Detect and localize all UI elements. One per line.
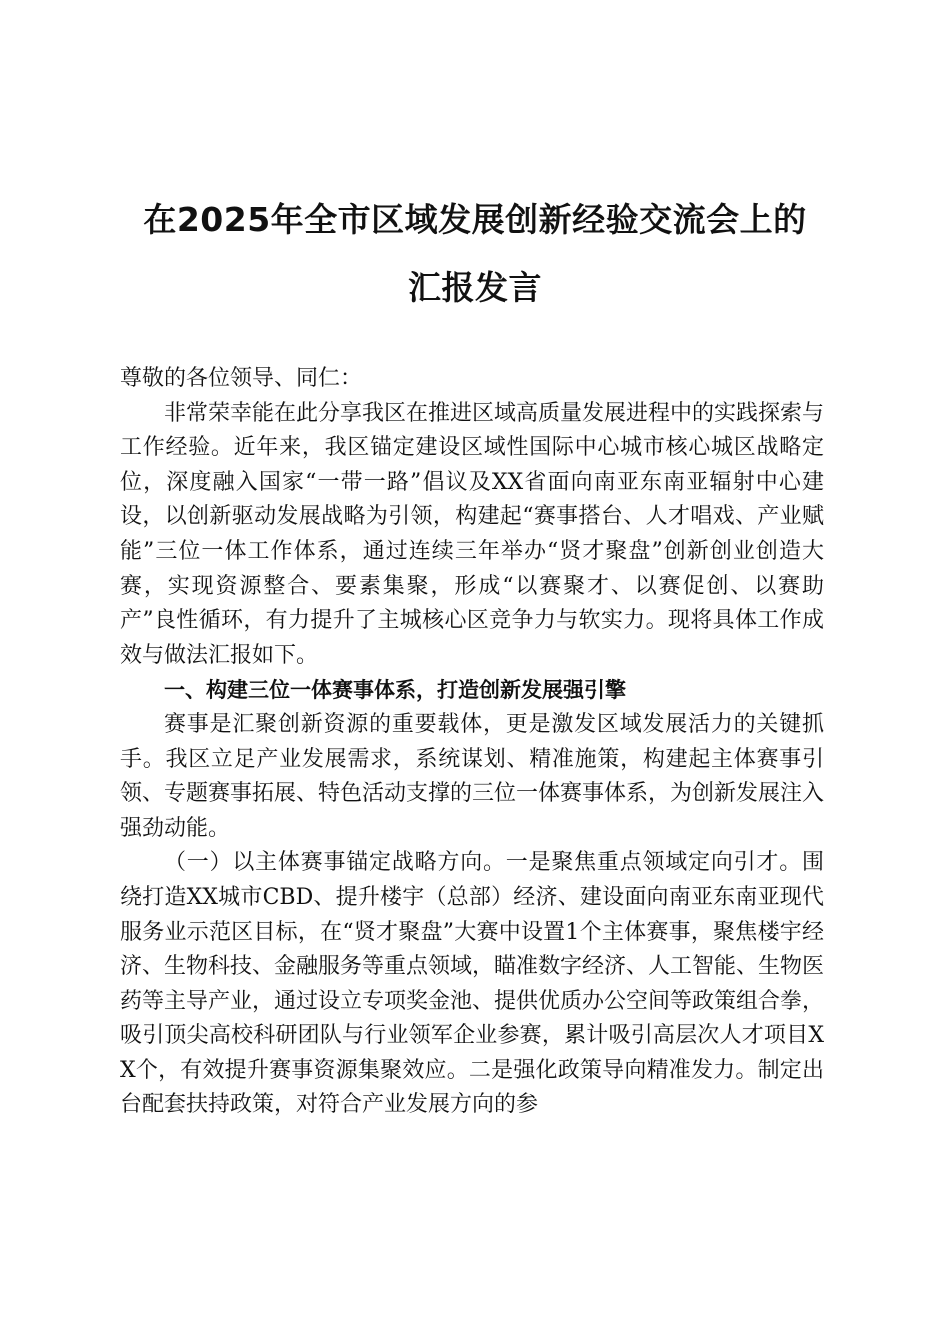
subsection-1-text: 一是聚焦重点领域定向引才。围绕打造XX城市CBD、提升楼宇（总部）经济、建设面向南亚东南亚现代服务业示范区目标，在“贤才聚盘”大赛中设置1个主体赛事，聚焦楼宇经济、生物科技、金融服务等重点领域，瞄准数字经济、人工智能、生物医药等主导产业，通过设立专项奖金池、提供优质办公空间等政策组合拳，吸引顶尖高校科研团队与行业领军企业参赛，累计吸引高层次人才项目XX个，有效提升赛事资源集聚效应。二是强化政策导向精准发力。制定出台配套扶持政策，对符合产业发展方向的参 (120, 850, 825, 1118)
document-title-line-1: 在2025年全市区域发展创新经验交流会上的 (143, 200, 807, 239)
document-title-line-2: 汇报发言 (408, 268, 542, 307)
paragraph-intro: 非常荣幸能在此分享我区在推进区域高质量发展进程中的实践探索与工作经验。近年来，我区锚定建设区域性国际中心城市核心城区战略定位，深度融入国家“一带一路”倡议及XX省面向南亚东南亚辐射中心建设，以创新驱动发展战略为引领，构建起“赛事搭台、人才唱戏、产业赋能”三位一体工作体系，通过连续三年举办“贤才聚盘”创新创业创造大赛，实现资源整合、要素集聚，形成“以赛聚才、以赛促创、以赛助产”良性循环，有力提升了主城核心区竞争力与软实力。现将具体工作成效与做法汇报如下。 (120, 400, 825, 668)
paragraph-subsection-1 (120, 846, 824, 1123)
section-heading-1: 一、构建三位一体赛事体系，打造创新发展强引擎 (164, 678, 626, 703)
paragraph-section-1: 赛事是汇聚创新资源的重要载体，更是激发区域发展活力的关键抓手。我区立足产业发展需求，系统谋划、精准施策，构建起主体赛事引领、专题赛事拓展、特色活动支撑的三位一体赛事体系，为创新发展注入强劲动能。 (120, 711, 825, 841)
document-body (120, 362, 824, 1123)
salutation: 尊敬的各位领导、同仁： (120, 366, 363, 391)
subsection-heading-1: （一）以主体赛事锚定战略方向。 (164, 850, 506, 876)
